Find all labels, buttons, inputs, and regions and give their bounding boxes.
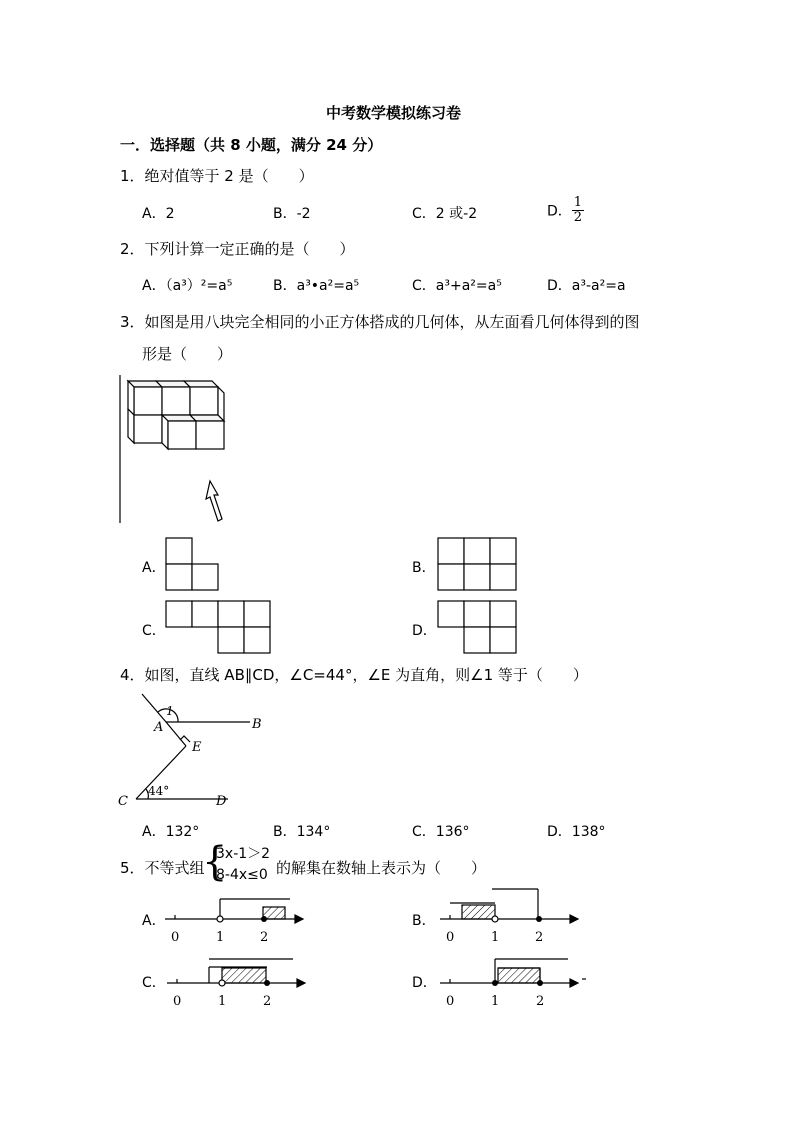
question-5-stem-prefix: 5．不等式组	[120, 859, 205, 877]
q2-option-b[interactable]	[273, 275, 359, 295]
label-angle-44: 44°	[148, 784, 170, 798]
q4-option-c[interactable]	[412, 821, 470, 841]
option-text: a³•a²=a⁵	[296, 278, 360, 294]
option-letter: A．	[142, 206, 166, 222]
q1-option-b[interactable]	[273, 203, 311, 223]
fraction-numerator: 1	[573, 195, 583, 210]
q3-option-c-figure[interactable]	[165, 600, 273, 656]
q3-option-d-figure[interactable]	[437, 600, 521, 656]
question-5-stem-suffix: 的解集在数轴上表示为（ ）	[276, 859, 487, 877]
option-letter: C．	[412, 278, 436, 294]
tick-2: 2	[260, 930, 269, 945]
tick-1: 1	[491, 994, 500, 1009]
option-text: 2 或-2	[435, 206, 478, 222]
fraction-denominator: 2	[573, 210, 583, 225]
label-point-e: E	[192, 740, 202, 755]
q5-option-a[interactable]	[142, 910, 166, 930]
q5-option-c[interactable]	[142, 972, 166, 992]
q1-option-c[interactable]	[412, 203, 477, 223]
q3-cube-figure	[118, 375, 238, 527]
question-1-stem: 1．绝对值等于 2 是（ ）	[120, 167, 314, 185]
tick-1: 1	[218, 994, 227, 1009]
q4-option-a[interactable]	[142, 821, 199, 841]
q4-option-b[interactable]	[273, 821, 330, 841]
question-4-stem: 4．如图，直线 AB∥CD，∠C=44°，∠E 为直角，则∠1 等于（ ）	[120, 666, 588, 684]
q2-option-a[interactable]	[142, 275, 232, 295]
option-letter: B．	[273, 278, 297, 294]
q4-geometry-figure	[118, 694, 268, 814]
label-angle-1: 1	[166, 704, 174, 718]
fraction	[572, 196, 584, 225]
option-text: -2	[296, 206, 311, 222]
q3-option-b[interactable]	[412, 557, 436, 577]
page-title: 中考数学模拟练习卷	[326, 104, 462, 122]
label-point-d: D	[216, 794, 227, 809]
tick-2: 2	[535, 930, 544, 945]
option-letter: B．	[273, 824, 297, 840]
q5-option-b[interactable]	[412, 910, 436, 930]
q3-option-a-figure[interactable]	[165, 537, 221, 593]
tick-0: 0	[446, 994, 455, 1009]
option-text: 134°	[296, 824, 331, 840]
tick-2: 2	[536, 994, 545, 1009]
question-3-stem-line1: 3．如图是用八块完全相同的小正方体搭成的几何体，从左面看几何体得到的图	[120, 313, 640, 331]
label-point-c: C	[118, 794, 128, 809]
q5-option-c-numberline[interactable]	[167, 955, 307, 1011]
q3-option-a[interactable]	[142, 557, 166, 577]
q1-option-a[interactable]	[142, 203, 175, 223]
q5-option-d-numberline[interactable]	[440, 955, 590, 1011]
tick-0: 0	[173, 994, 182, 1009]
option-letter: B．	[273, 206, 297, 222]
tick-2: 2	[263, 994, 272, 1009]
option-letter: A．	[142, 913, 166, 929]
option-letter: D．	[412, 623, 437, 639]
option-letter: D．	[412, 975, 437, 991]
q5-option-b-numberline[interactable]	[440, 886, 580, 946]
option-text: a³-a²=a	[571, 278, 626, 294]
tick-1: 1	[491, 930, 500, 945]
tick-0: 0	[171, 930, 180, 945]
option-text: 138°	[571, 824, 606, 840]
option-text: 132°	[165, 824, 200, 840]
option-letter: C．	[412, 824, 436, 840]
option-letter: A．	[142, 278, 166, 294]
option-letter: C．	[142, 975, 166, 991]
label-point-a: A	[154, 720, 164, 735]
q5-option-d[interactable]	[412, 972, 437, 992]
tick-0: 0	[446, 930, 455, 945]
q1-option-d[interactable]	[547, 196, 584, 225]
q4-option-d[interactable]	[547, 821, 606, 841]
tick-1: 1	[216, 930, 225, 945]
question-3-stem-line2: 形是（ ）	[142, 345, 233, 363]
system-brace: {	[202, 839, 228, 885]
inequality-2: 8-4x≤0	[216, 867, 268, 883]
option-letter: C．	[142, 623, 166, 639]
option-letter: B．	[412, 560, 436, 576]
option-text: （a³）²=a⁵	[165, 278, 233, 294]
option-letter: A．	[142, 824, 166, 840]
option-letter: D．	[547, 824, 572, 840]
option-letter: D．	[547, 203, 572, 220]
q2-option-d[interactable]	[547, 275, 626, 295]
q3-option-b-figure[interactable]	[437, 537, 519, 593]
section-heading: 一．选择题（共 8 小题，满分 24 分）	[120, 136, 383, 154]
question-2-stem: 2．下列计算一定正确的是（ ）	[120, 240, 355, 258]
q3-option-c[interactable]	[142, 620, 166, 640]
option-letter: B．	[412, 913, 436, 929]
inequality-1: 3x-1＞2	[216, 846, 271, 862]
option-letter: D．	[547, 278, 572, 294]
option-text: a³+a²=a⁵	[435, 278, 502, 294]
q3-option-d[interactable]	[412, 620, 437, 640]
option-text: 136°	[435, 824, 470, 840]
label-point-b: B	[252, 717, 262, 732]
option-letter: C．	[412, 206, 436, 222]
q5-option-a-numberline[interactable]	[165, 893, 305, 945]
option-text: 2	[165, 206, 175, 222]
option-letter: A．	[142, 560, 166, 576]
q2-option-c[interactable]	[412, 275, 502, 295]
